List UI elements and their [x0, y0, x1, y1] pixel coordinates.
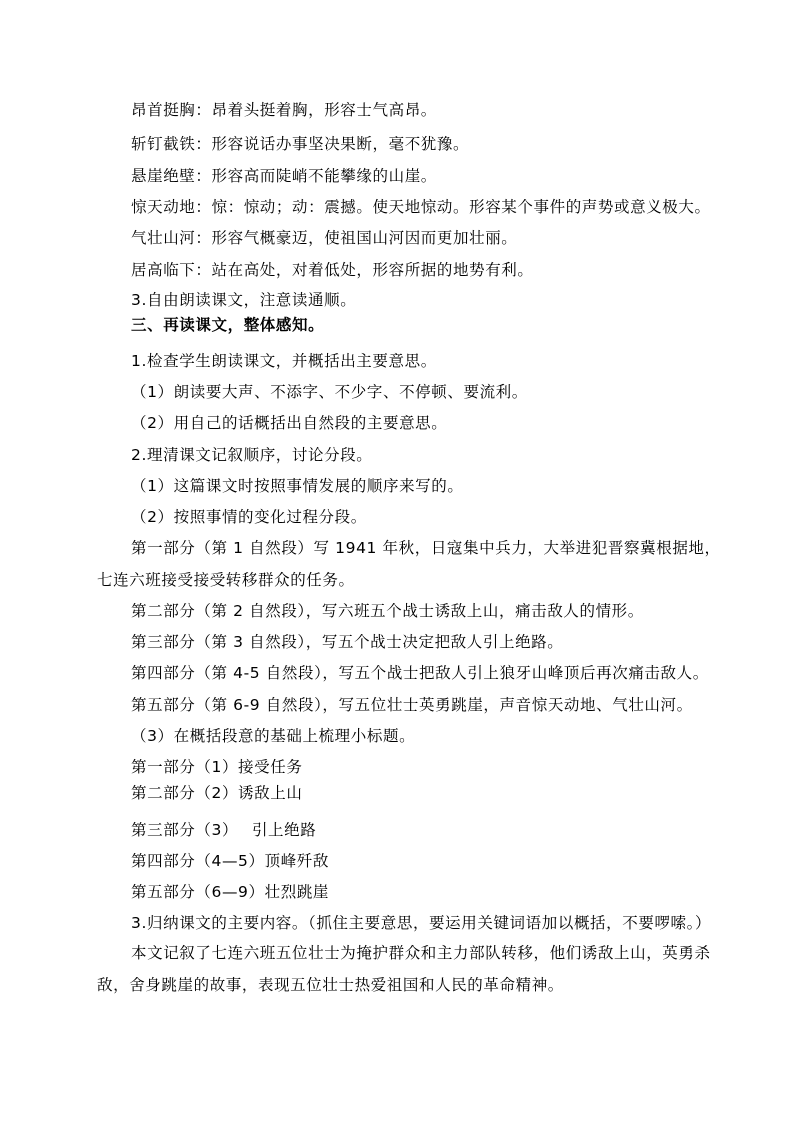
- paragraph-text: 第二部分（第 2 自然段），写六班五个战士诱敌上山，痛击敌人的情形。: [131, 602, 644, 620]
- paragraph-text: 七连六班接受接受转移群众的任务。: [97, 571, 355, 589]
- step-text: 3.归纳课文的主要内容。（抓住主要意思，要运用关键词语加以概括，不要啰嗦。）: [131, 914, 712, 932]
- subtitle-item: 第二部分（2）诱敌上山: [131, 784, 303, 802]
- idiom-definition: 居高临下：站在高处，对着低处，形容所据的地势有利。: [131, 261, 534, 279]
- step-text: 2.理清课文记叙顺序，讨论分段。: [131, 446, 373, 464]
- step-text: 1.检查学生朗读课文，并概括出主要意思。: [131, 352, 437, 370]
- subtitle-item: 第一部分（1）接受任务: [131, 758, 303, 776]
- paragraph-text: 第五部分（第 6-9 自然段），写五位壮士英勇跳崖，声音惊天动地、气壮山河。: [131, 696, 693, 714]
- paragraph-text: 第四部分（第 4-5 自然段），写五个战士把敌人引上狼牙山峰顶后再次痛击敌人。: [131, 664, 709, 682]
- sub-step-text: （1）这篇课文时按照事情发展的顺序来写的。: [131, 477, 464, 495]
- sub-step-text: （2）按照事情的变化过程分段。: [131, 508, 367, 526]
- idiom-definition: 昂首挺胸：昂着头挺着胸，形容士气高昂。: [131, 101, 437, 119]
- subtitle-item: 第三部分（3） 引上绝路: [131, 821, 317, 839]
- paragraph-text: 第三部分（第 3 自然段），写五个战士决定把敌人引上绝路。: [131, 633, 564, 651]
- idiom-definition: 悬崖绝壁：形容高而陡峭不能攀缘的山崖。: [131, 167, 437, 185]
- sub-step-text: （1）朗读要大声、不添字、不少字、不停顿、要流利。: [131, 383, 528, 401]
- subtitle-item: 第四部分（4—5）顶峰歼敌: [131, 852, 330, 870]
- idiom-definition: 气壮山河：形容气概豪迈，使祖国山河因而更加壮丽。: [131, 229, 518, 247]
- sub-step-text: （2）用自己的话概括出自然段的主要意思。: [131, 414, 448, 432]
- sub-step-text: （3）在概括段意的基础上梳理小标题。: [131, 727, 416, 745]
- section-heading: 三、再读课文，整体感知。: [131, 316, 325, 334]
- idiom-definition: 惊天动地：惊：惊动；动：震撼。使天地惊动。形容某个事件的声势或意义极大。: [131, 198, 711, 216]
- paragraph-text: 第一部分（第 1 自然段）写 1941 年秋，日寇集中兵力，大举进犯晋察冀根据地，: [131, 539, 721, 557]
- paragraph-text: 本文记叙了七连六班五位壮士为掩护群众和主力部队转移，他们诱敌上山，英勇杀: [131, 944, 711, 962]
- step-text: 3.自由朗读课文，注意读通顺。: [131, 291, 357, 309]
- paragraph-text: 敌，舍身跳崖的故事，表现五位壮士热爱祖国和人民的革命精神。: [97, 976, 564, 994]
- subtitle-item: 第五部分（6—9）壮烈跳崖: [131, 883, 330, 901]
- idiom-definition: 斩钉截铁：形容说话办事坚决果断，毫不犹豫。: [131, 135, 470, 153]
